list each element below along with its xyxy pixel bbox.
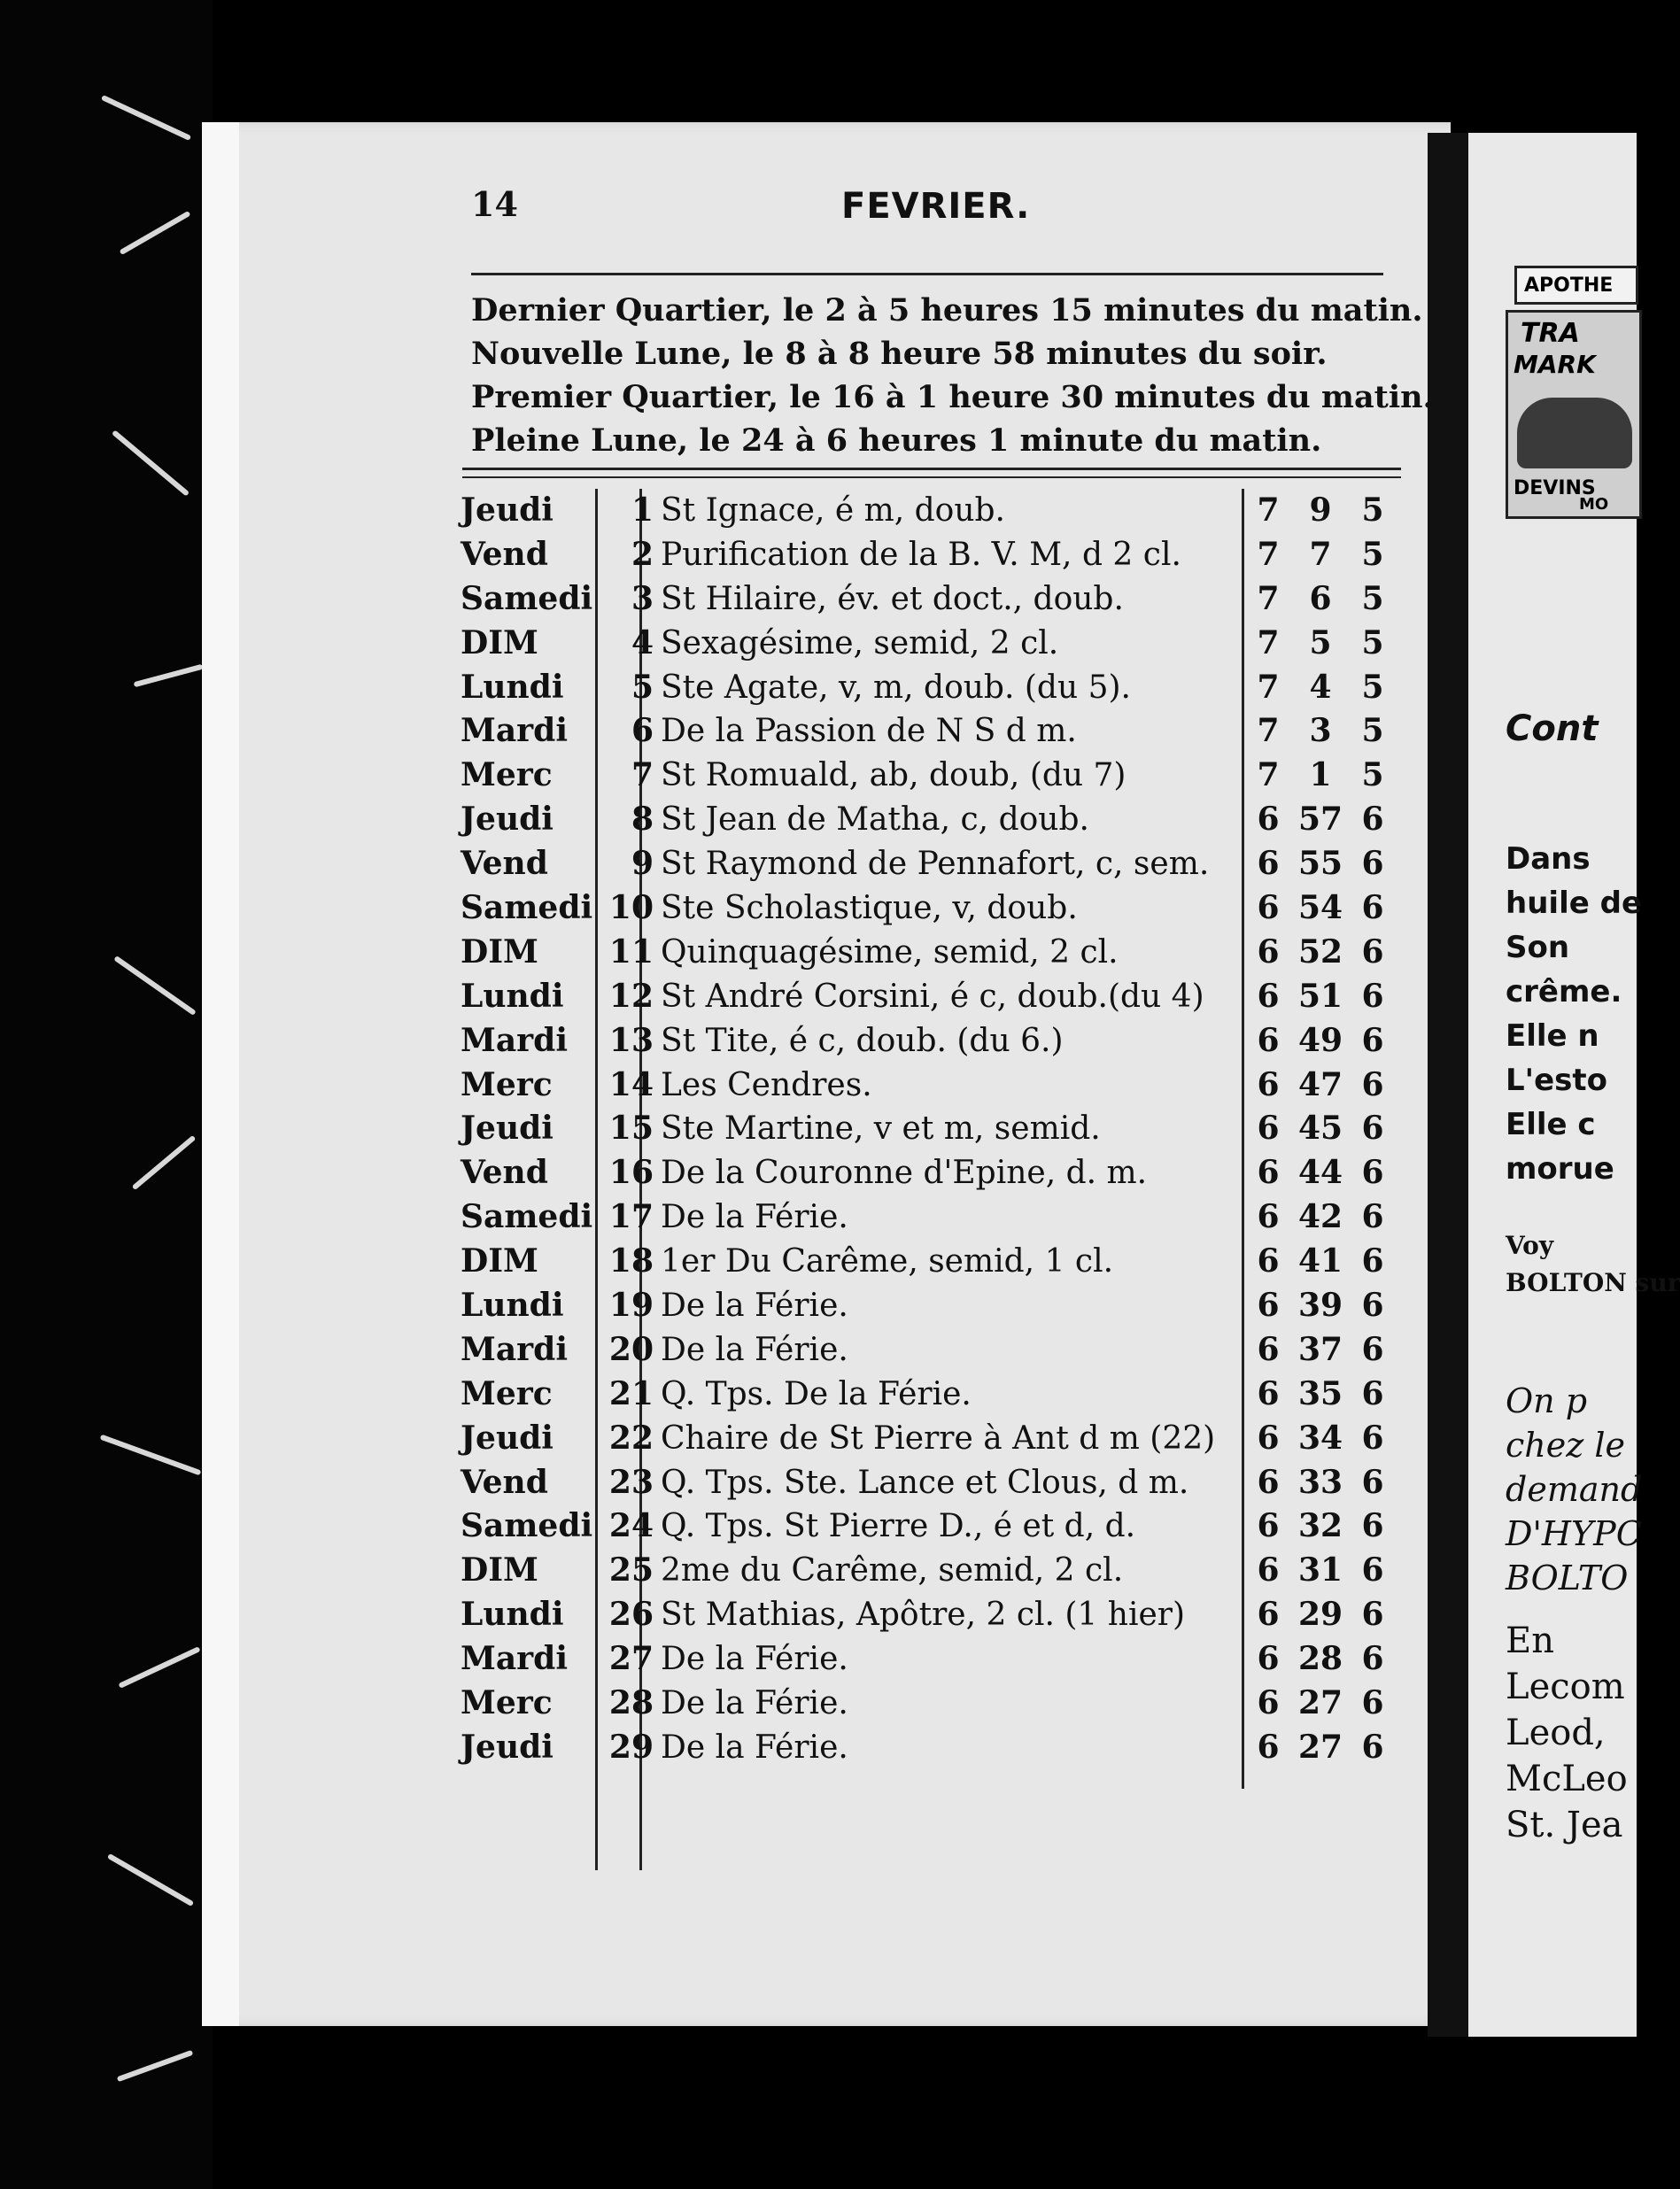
extra-value: 6 [1361,1551,1384,1590]
apothecary-label: APOTHE [1514,266,1638,305]
facing-bolton: BOLTON sur [1506,1268,1680,1297]
facing-roman-line: St. Jea [1506,1805,1623,1845]
calendar-row [461,886,1417,931]
day-number: 1 [631,491,654,529]
calendar-row [461,1461,1417,1505]
sun-minute: 9 [1309,491,1332,529]
weekday: Mardi [461,1330,568,1368]
facing-page [1468,133,1680,2037]
extra-value: 5 [1361,756,1384,794]
sun-hour: 6 [1257,1287,1280,1325]
calendar-row [461,1240,1417,1284]
day-number: 2 [631,535,654,573]
feast-text: De la Férie. [661,1685,848,1722]
phase-line: Nouvelle Lune, le 8 à 8 heure 58 minutes du soir. [471,336,1328,372]
weekday: Vend [461,1154,548,1192]
day-number: 15 [608,1110,654,1148]
facing-roman-line: En [1506,1620,1554,1661]
sun-minute: 4 [1309,668,1332,706]
calendar-row [461,489,1417,533]
day-number: 3 [631,579,654,617]
calendar-row [461,1417,1417,1461]
sun-hour: 6 [1257,1684,1280,1722]
month-title: FEVRIER. [841,186,1031,227]
calendar-row [461,1151,1417,1195]
calendar-row [461,754,1417,798]
day-number: 16 [608,1154,654,1192]
sun-minute: 45 [1297,1110,1343,1148]
sun-hour: 7 [1257,668,1280,706]
sun-hour: 6 [1257,1330,1280,1368]
sun-minute: 42 [1297,1198,1343,1236]
calendar-row [461,842,1417,886]
sun-hour: 6 [1257,1551,1280,1590]
calendar-row [461,533,1417,577]
logo-text: MARK [1514,350,1596,379]
feast-text: De la Férie. [661,1288,848,1325]
facing-text-line: Elle c [1506,1107,1596,1142]
calendar-row [461,622,1417,666]
weekday: DIM [461,932,538,971]
extra-value: 6 [1361,889,1384,927]
sun-hour: 6 [1257,977,1280,1015]
weekday: Jeudi [461,1110,554,1148]
day-number: 18 [608,1242,654,1280]
sun-minute: 33 [1297,1463,1343,1501]
facing-roman-line: Leod, [1506,1713,1606,1753]
feast-text: St André Corsini, é c, doub.(du 4) [661,978,1204,1015]
day-number: 11 [608,932,654,971]
day-number: 9 [631,845,654,883]
sun-hour: 6 [1257,1640,1280,1678]
feast-text: St Tite, é c, doub. (du 6.) [661,1022,1064,1059]
sun-hour: 6 [1257,932,1280,971]
sun-hour: 6 [1257,1065,1280,1103]
weekday: Merc [461,1374,553,1412]
extra-value: 6 [1361,1110,1384,1148]
feast-text: De la Férie. [661,1641,848,1678]
weekday: Vend [461,535,548,573]
weekday: Samedi [461,579,593,617]
weekday: Jeudi [461,491,554,529]
day-number: 5 [631,668,654,706]
calendar-row [461,1637,1417,1682]
logo-text: MO [1579,495,1609,514]
marbled-background [0,0,213,2189]
sun-hour: 6 [1257,1021,1280,1059]
sun-hour: 6 [1257,1198,1280,1236]
calendar-row [461,666,1417,710]
sun-minute: 31 [1297,1551,1343,1590]
facing-italic-line: D'HYPC [1506,1514,1642,1553]
day-number: 14 [608,1065,654,1103]
sun-minute: 7 [1309,535,1332,573]
weekday: Vend [461,845,548,883]
sun-hour: 7 [1257,712,1280,750]
weekday: Lundi [461,977,564,1015]
weekday: Merc [461,1065,553,1103]
sun-minute: 44 [1297,1154,1343,1192]
extra-value: 6 [1361,845,1384,883]
day-number: 24 [608,1507,654,1545]
extra-value: 6 [1361,1596,1384,1634]
facing-italic-line: demand [1506,1470,1643,1509]
calendar-row [461,1593,1417,1637]
extra-value: 6 [1361,1065,1384,1103]
header-rule [471,273,1383,275]
sun-minute: 41 [1297,1242,1343,1280]
sun-minute: 57 [1297,801,1343,839]
sun-minute: 51 [1297,977,1343,1015]
sun-minute: 6 [1309,579,1332,617]
sun-hour: 6 [1257,1154,1280,1192]
extra-value: 6 [1361,1374,1384,1412]
facing-text-line: Dans [1506,841,1591,877]
logo-text: TRA [1521,318,1580,349]
day-number: 7 [631,756,654,794]
extra-value: 6 [1361,1330,1384,1368]
feast-text: Purification de la B. V. M, d 2 cl. [661,536,1181,573]
extra-value: 5 [1361,712,1384,750]
sun-hour: 6 [1257,1419,1280,1457]
sun-hour: 7 [1257,535,1280,573]
moon-phases [471,289,1445,462]
extra-value: 5 [1361,623,1384,661]
feast-text: De la Passion de N S d m. [661,713,1077,750]
day-number: 17 [608,1198,654,1236]
calendar-table [461,489,1417,1770]
feast-text: De la Couronne d'Epine, d. m. [661,1155,1148,1192]
calendar-row [461,709,1417,754]
weekday: Lundi [461,1596,564,1634]
feast-text: St Hilaire, év. et doct., doub. [661,580,1124,617]
extra-value: 6 [1361,1507,1384,1545]
weekday: Jeudi [461,1728,554,1766]
facing-voy: Voy [1506,1231,1554,1260]
calendar-row [461,577,1417,622]
extra-value: 5 [1361,579,1384,617]
sun-minute: 29 [1297,1596,1343,1634]
feast-text: Ste Scholastique, v, doub. [661,890,1078,927]
phase-line: Dernier Quartier, le 2 à 5 heures 15 minutes du matin. [471,292,1423,329]
weekday: Mardi [461,712,568,750]
facing-text-line: morue [1506,1151,1614,1187]
sun-minute: 34 [1297,1419,1343,1457]
extra-value: 5 [1361,668,1384,706]
feast-text: De la Férie. [661,1331,848,1368]
weekday: Merc [461,1684,553,1722]
day-number: 10 [608,889,654,927]
table-rule [462,468,1401,470]
facing-italic-line: On p [1506,1381,1588,1420]
extra-value: 6 [1361,1198,1384,1236]
calendar-row [461,1328,1417,1373]
sun-minute: 55 [1297,845,1343,883]
day-number: 13 [608,1021,654,1059]
calendar-row [461,1373,1417,1417]
calendar-row [461,1064,1417,1108]
day-number: 20 [608,1330,654,1368]
facing-text-line: crême. [1506,974,1622,1009]
extra-value: 6 [1361,1728,1384,1766]
heart-emblem [1517,398,1632,468]
extra-value: 6 [1361,1287,1384,1325]
facing-text-line: huile de [1506,886,1643,921]
sun-hour: 6 [1257,845,1280,883]
day-number: 4 [631,623,654,661]
sun-hour: 6 [1257,1110,1280,1148]
page-edge [202,122,239,2026]
calendar-row [461,798,1417,842]
sun-hour: 6 [1257,1463,1280,1501]
sun-minute: 1 [1309,756,1332,794]
facing-text-line: L'esto [1506,1063,1607,1098]
weekday: Jeudi [461,801,554,839]
weekday: DIM [461,1551,538,1590]
day-number: 28 [608,1684,654,1722]
page-number: 14 [471,184,518,224]
extra-value: 6 [1361,932,1384,971]
sun-minute: 37 [1297,1330,1343,1368]
weekday: Vend [461,1463,548,1501]
facing-heading: Cont [1506,708,1599,749]
extra-value: 6 [1361,801,1384,839]
feast-text: St Mathias, Apôtre, 2 cl. (1 hier) [661,1597,1186,1634]
weekday: Samedi [461,889,593,927]
day-number: 12 [608,977,654,1015]
feast-text: De la Férie. [661,1729,848,1766]
facing-italic-line: BOLTO [1506,1559,1629,1597]
sun-minute: 28 [1297,1640,1343,1678]
sun-minute: 49 [1297,1021,1343,1059]
calendar-row [461,1504,1417,1549]
weekday: Lundi [461,1287,564,1325]
day-number: 23 [608,1463,654,1501]
sun-minute: 52 [1297,932,1343,971]
logo-text: DEVINS [1514,477,1596,499]
sun-hour: 7 [1257,623,1280,661]
calendar-row [461,1726,1417,1770]
feast-text: St Raymond de Pennafort, c, sem. [661,846,1210,883]
sun-minute: 35 [1297,1374,1343,1412]
extra-value: 6 [1361,1684,1384,1722]
feast-text: Ste Martine, v et m, semid. [661,1110,1101,1148]
sun-minute: 39 [1297,1287,1343,1325]
sun-hour: 7 [1257,756,1280,794]
extra-value: 6 [1361,1419,1384,1457]
day-number: 21 [608,1374,654,1412]
sun-minute: 47 [1297,1065,1343,1103]
phase-line: Premier Quartier, le 16 à 1 heure 30 minutes du matin. [471,379,1434,415]
calendar-row [461,1019,1417,1064]
facing-text-line: Son [1506,930,1570,965]
day-number: 29 [608,1728,654,1766]
day-number: 25 [608,1551,654,1590]
day-number: 27 [608,1640,654,1678]
extra-value: 6 [1361,1154,1384,1192]
sun-minute: 27 [1297,1728,1343,1766]
sun-hour: 6 [1257,1242,1280,1280]
feast-text: 2me du Carême, semid, 2 cl. [661,1552,1124,1590]
sun-minute: 5 [1309,623,1332,661]
sun-hour: 6 [1257,801,1280,839]
weekday: Lundi [461,668,564,706]
feast-text: St Ignace, é m, doub. [661,492,1006,529]
table-rule [462,476,1401,478]
feast-text: Ste Agate, v, m, doub. (du 5). [661,669,1131,706]
extra-value: 6 [1361,1463,1384,1501]
feast-text: Les Cendres. [661,1066,872,1103]
sun-hour: 6 [1257,889,1280,927]
sun-hour: 6 [1257,1728,1280,1766]
sun-minute: 27 [1297,1684,1343,1722]
calendar-row [461,1682,1417,1726]
trade-mark-logo [1506,310,1642,519]
phase-line: Pleine Lune, le 24 à 6 heures 1 minute du matin. [471,422,1322,459]
sun-hour: 6 [1257,1596,1280,1634]
sun-hour: 7 [1257,491,1280,529]
day-number: 19 [608,1287,654,1325]
calendar-row [461,1284,1417,1328]
feast-text: Chaire de St Pierre à Ant d m (22) [661,1419,1216,1457]
facing-text-line: Elle n [1506,1018,1599,1054]
feast-text: Quinquagésime, semid, 2 cl. [661,933,1119,971]
extra-value: 6 [1361,977,1384,1015]
calendar-row [461,931,1417,975]
weekday: Mardi [461,1640,568,1678]
weekday: Samedi [461,1198,593,1236]
facing-roman-line: McLeo [1506,1759,1628,1799]
extra-value: 6 [1361,1640,1384,1678]
facing-roman-line: Lecom [1506,1667,1625,1707]
extra-value: 6 [1361,1242,1384,1280]
weekday: Merc [461,756,553,794]
sun-minute: 54 [1297,889,1343,927]
sun-minute: 32 [1297,1507,1343,1545]
feast-text: St Jean de Matha, c, doub. [661,801,1089,839]
day-number: 22 [608,1419,654,1457]
weekday: Jeudi [461,1419,554,1457]
day-number: 8 [631,801,654,839]
sun-minute: 3 [1309,712,1332,750]
day-number: 26 [608,1596,654,1634]
sun-hour: 6 [1257,1374,1280,1412]
extra-value: 5 [1361,535,1384,573]
extra-value: 6 [1361,1021,1384,1059]
weekday: Samedi [461,1507,593,1545]
day-number: 6 [631,712,654,750]
weekday: DIM [461,623,538,661]
feast-text: Q. Tps. Ste. Lance et Clous, d m. [661,1464,1189,1501]
calendar-row [461,1107,1417,1151]
sun-hour: 7 [1257,579,1280,617]
feast-text: Sexagésime, semid, 2 cl. [661,624,1059,661]
feast-text: Q. Tps. De la Férie. [661,1375,972,1412]
extra-value: 5 [1361,491,1384,529]
facing-italic-line: chez le [1506,1426,1625,1465]
feast-text: Q. Tps. St Pierre D., é et d, d. [661,1508,1136,1545]
feast-text: St Romuald, ab, doub, (du 7) [661,757,1126,794]
weekday: DIM [461,1242,538,1280]
weekday: Mardi [461,1021,568,1059]
calendar-row [461,1549,1417,1593]
feast-text: 1er Du Carême, semid, 1 cl. [661,1243,1114,1280]
calendar-row [461,975,1417,1019]
feast-text: De la Férie. [661,1199,848,1236]
calendar-row [461,1195,1417,1240]
sun-hour: 6 [1257,1507,1280,1545]
